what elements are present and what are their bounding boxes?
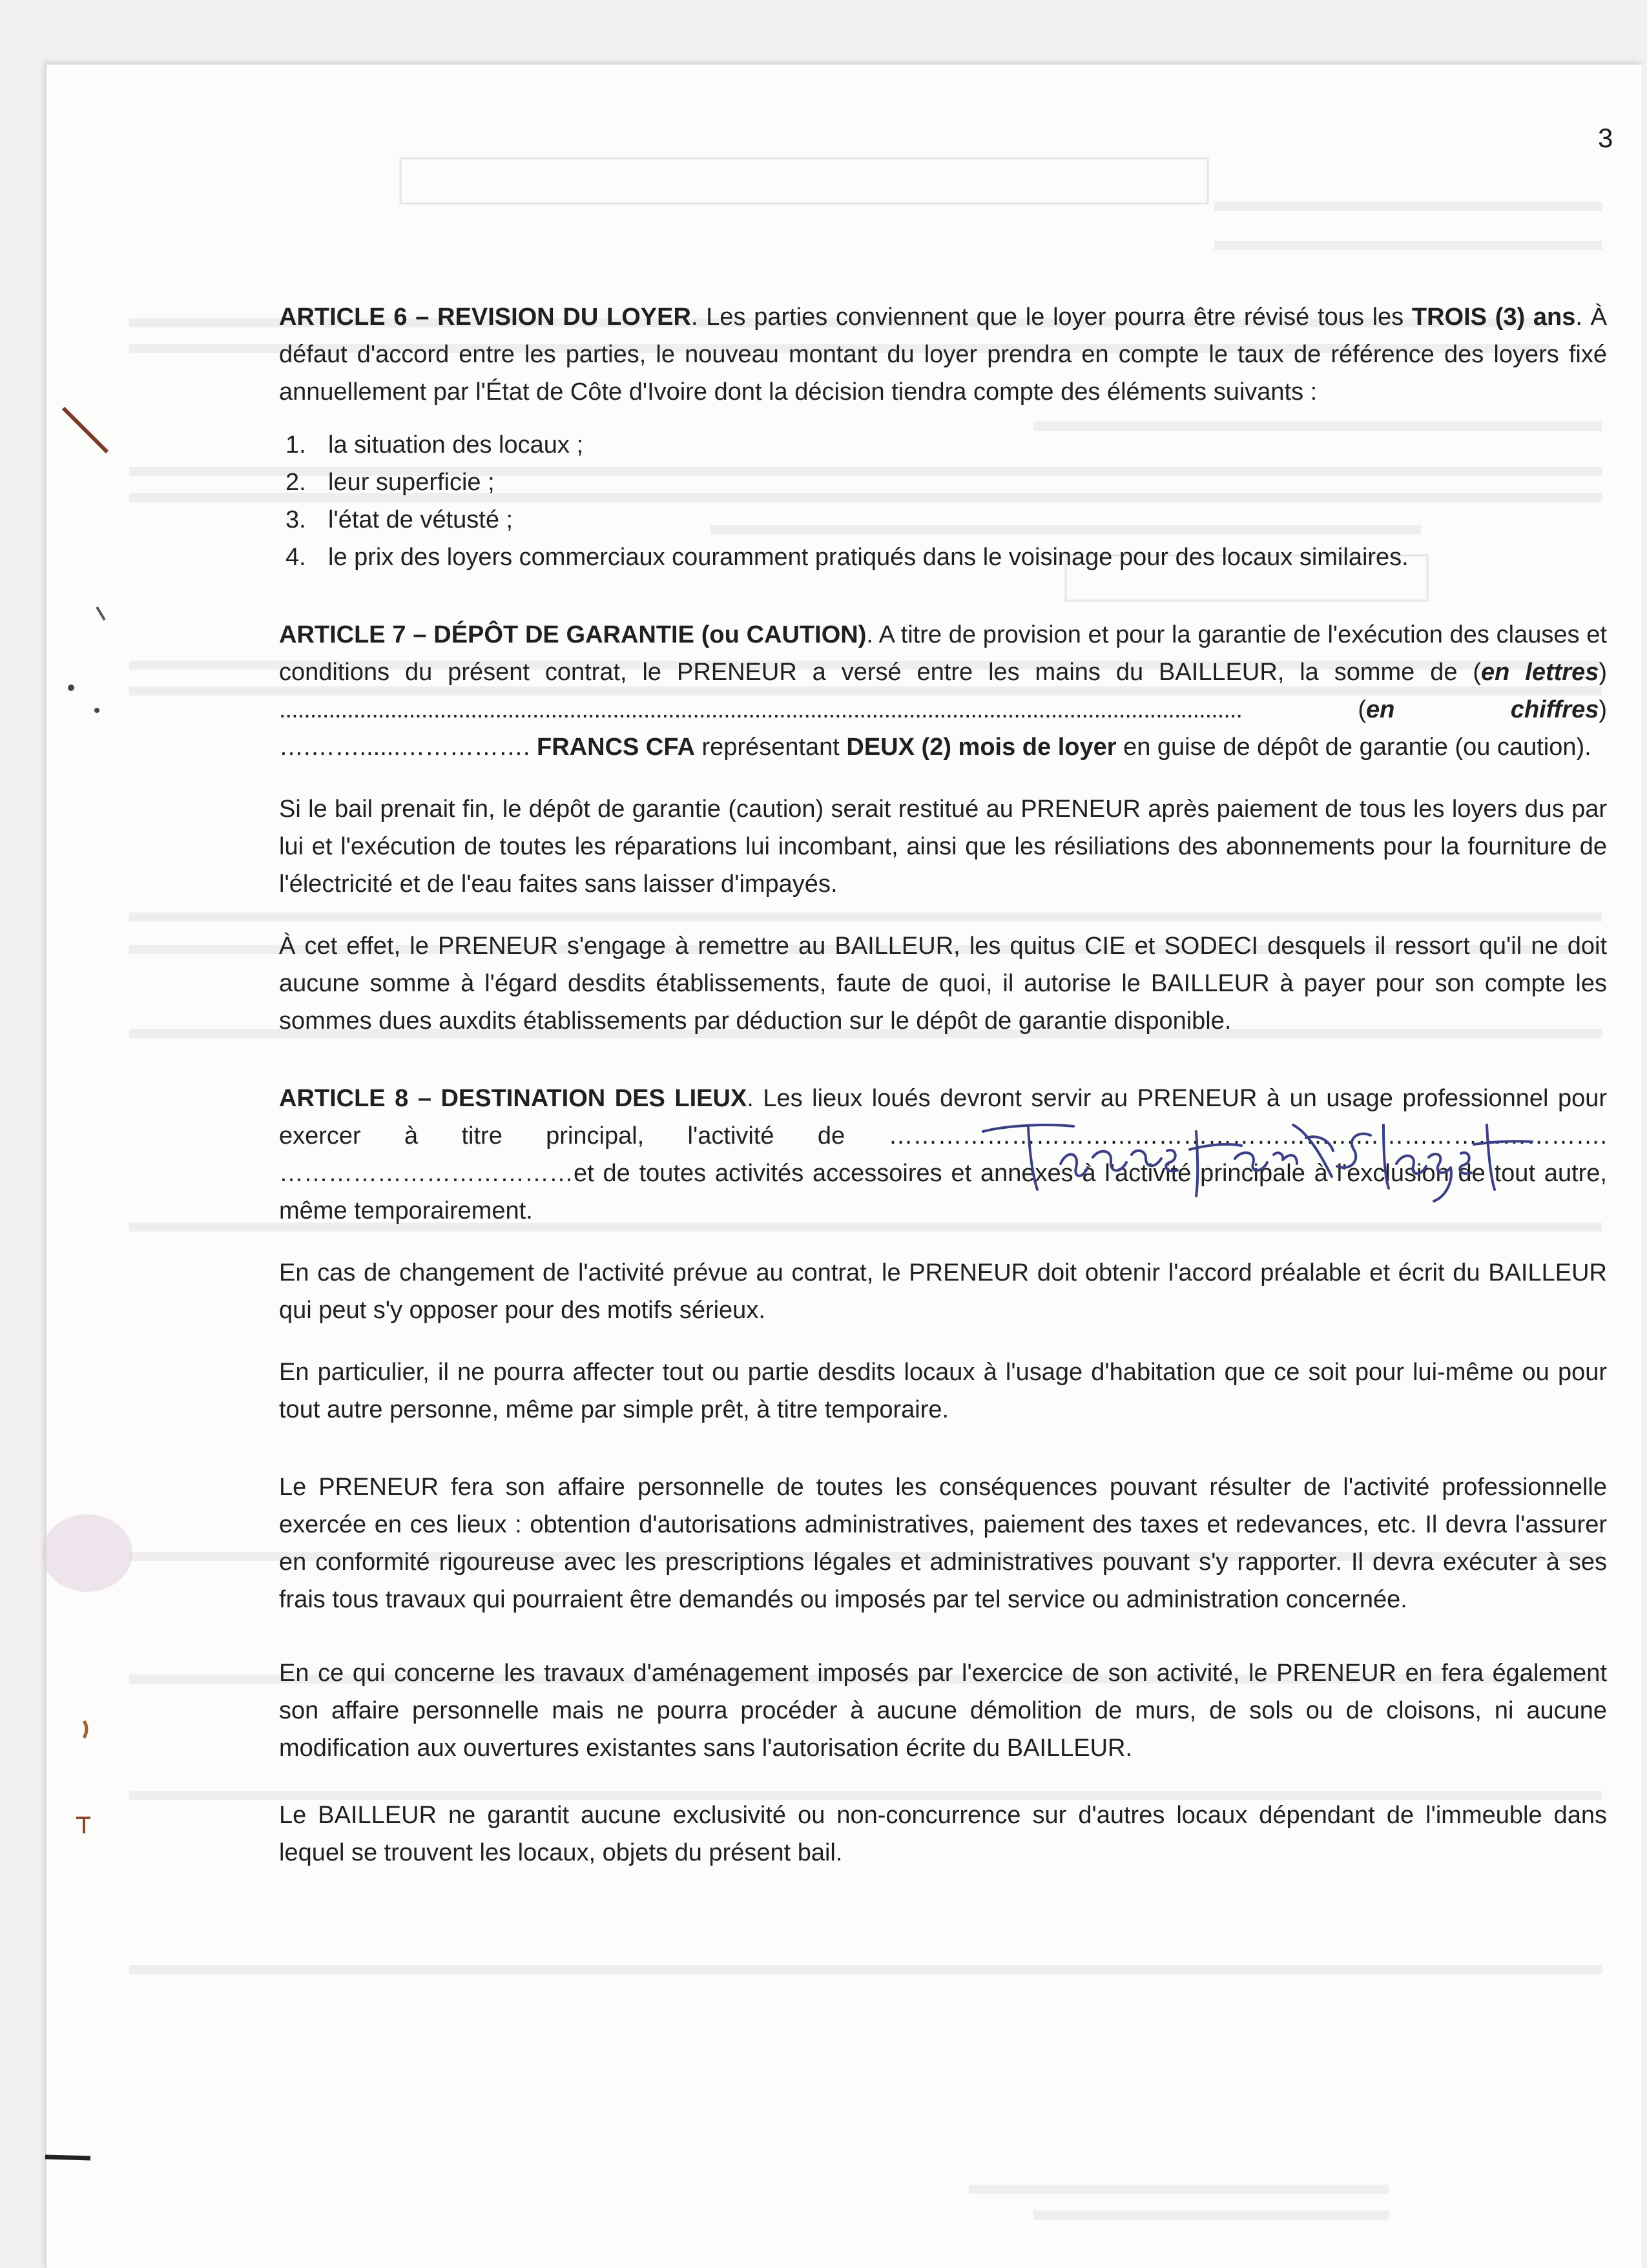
binding-marks <box>0 0 129 2267</box>
article-8-habitation-paragraph: En particulier, il ne pourra affecter tout ou partie desdits locaux à l'usage d'habitation que ce soit pour lui-même ou pour tout autre personne, même par simple prêt, à titre temporaire. <box>279 1359 1607 1423</box>
list-item: 3. l'état de vétusté ; <box>285 506 513 533</box>
amount-in-figures-blank: ….……......……………. <box>279 734 537 761</box>
article-7-restitution-paragraph: Si le bail prenait fin, le dépôt de garantie (caution) serait restitué au PRENEUR après paiement de tous les loyers dus par lui et l'exécution de toutes les réparations lui incombant, ainsi que les résiliations des abonnements pour la fourniture de l'électricité et de l'eau faites sans laisser d'impayés. <box>279 796 1607 898</box>
activity-blank: ……………………………………………………………………………. <box>888 1122 1607 1149</box>
revision-criteria-list <box>285 426 1607 576</box>
article-7-paragraph: ARTICLE 7 – DÉPÔT DE GARANTIE (ou CAUTION). A titre de provision et pour la garantie de l'exécution des clauses et conditions du présent contrat, le PRENEUR a versé entre les mains du BAILLEUR, la somme de (en lettres) ............................................................................................................................................................ (en chiffres) ….……......……………. FRANCS CFA représentant DEUX (2) mois de loyer en guise de dépôt de garantie (ou caution). <box>279 621 1608 761</box>
list-item: 4. le prix des loyers commerciaux couramment pratiqués dans le voisinage pour des locaux similaires. <box>285 544 1409 571</box>
article-8-heading: ARTICLE 8 – DESTINATION DES LIEUX <box>279 1085 747 1112</box>
article-7-quitus-paragraph: À cet effet, le PRENEUR s'engage à remettre au BAILLEUR, les quitus CIE et SODECI desquels il ressort qu'il ne doit aucune somme à l'égard desdits établissements, faute de quoi, il autorise le BAILLEUR à payer pour son compte les sommes dues auxdits établissements par déduction sur le dépôt de garantie disponible. <box>279 933 1607 1035</box>
article-8-paragraph: ARTICLE 8 – DESTINATION DES LIEUX. Les lieux loués devront servir au PRENEUR à un usage professionnel pour exercer à titre principal, l'activité de ……………………………………………………………………………. ………………………………et de toutes activités accessoires et annexes à l'activité principale à l'exclusion de tout autre, même temporairement. <box>279 1085 1608 1224</box>
article-8-works-paragraph: En ce qui concerne les travaux d'aménagement imposés par l'exercice de son activité, le PRENEUR en fera également son affaire personnelle mais ne pourra procéder à aucune démolition de murs, de sols ou de cloisons, ni aucune modification aux ouvertures existantes sans l'autorisation écrite du BAILLEUR. <box>279 1660 1607 1762</box>
document-body <box>279 298 1607 1871</box>
article-6-paragraph: ARTICLE 6 – REVISION DU LOYER. Les parties conviennent que le loyer pourra être révisé tous les TROIS (3) ans. À défaut d'accord entre les parties, le nouveau montant du loyer prendra en compte le taux de référence des loyers fixé annuellement par l'État de Côte d'Ivoire dont la décision tiendra compte des éléments suivants : <box>279 304 1608 406</box>
article-8-exclusivity-paragraph: Le BAILLEUR ne garantit aucune exclusivité ou non-concurrence sur d'autres locaux dépendant de l'immeuble dans lequel se trouvent les locaux, objets du présent bail. <box>279 1802 1607 1866</box>
article-8-change-paragraph: En cas de changement de l'activité prévue au contrat, le PRENEUR doit obtenir l'accord préalable et écrit du BAILLEUR qui peut s'y opposer pour des motifs sérieux. <box>279 1259 1607 1324</box>
list-item: 1. la situation des locaux ; <box>285 431 584 459</box>
handwritten-activity-signature <box>970 1112 1551 1202</box>
amount-in-words-blank: ............................................................................................................................................................ <box>279 696 1242 723</box>
article-7-heading: ARTICLE 7 – DÉPÔT DE GARANTIE (ou CAUTION) <box>279 621 867 648</box>
article-6-heading: ARTICLE 6 – REVISION DU LOYER <box>279 304 691 331</box>
page-number: 3 <box>1598 123 1613 153</box>
article-8-consequences-paragraph: Le PRENEUR fera son affaire personnelle de toutes les conséquences pouvant résulter de l'activité professionnelle exercée en ces lieux : obtention d'autorisations administratives, paiement des taxes et redevances, etc. Il devra l'assurer en conformité rigoureuse avec les prescriptions légales et administratives pouvant s'y rapporter. Il devra exécuter à ses frais tous travaux qui pourraient être demandés ou imposés par tel service ou administration concernée. <box>279 1474 1607 1613</box>
list-item: 2. leur superficie ; <box>285 469 495 496</box>
